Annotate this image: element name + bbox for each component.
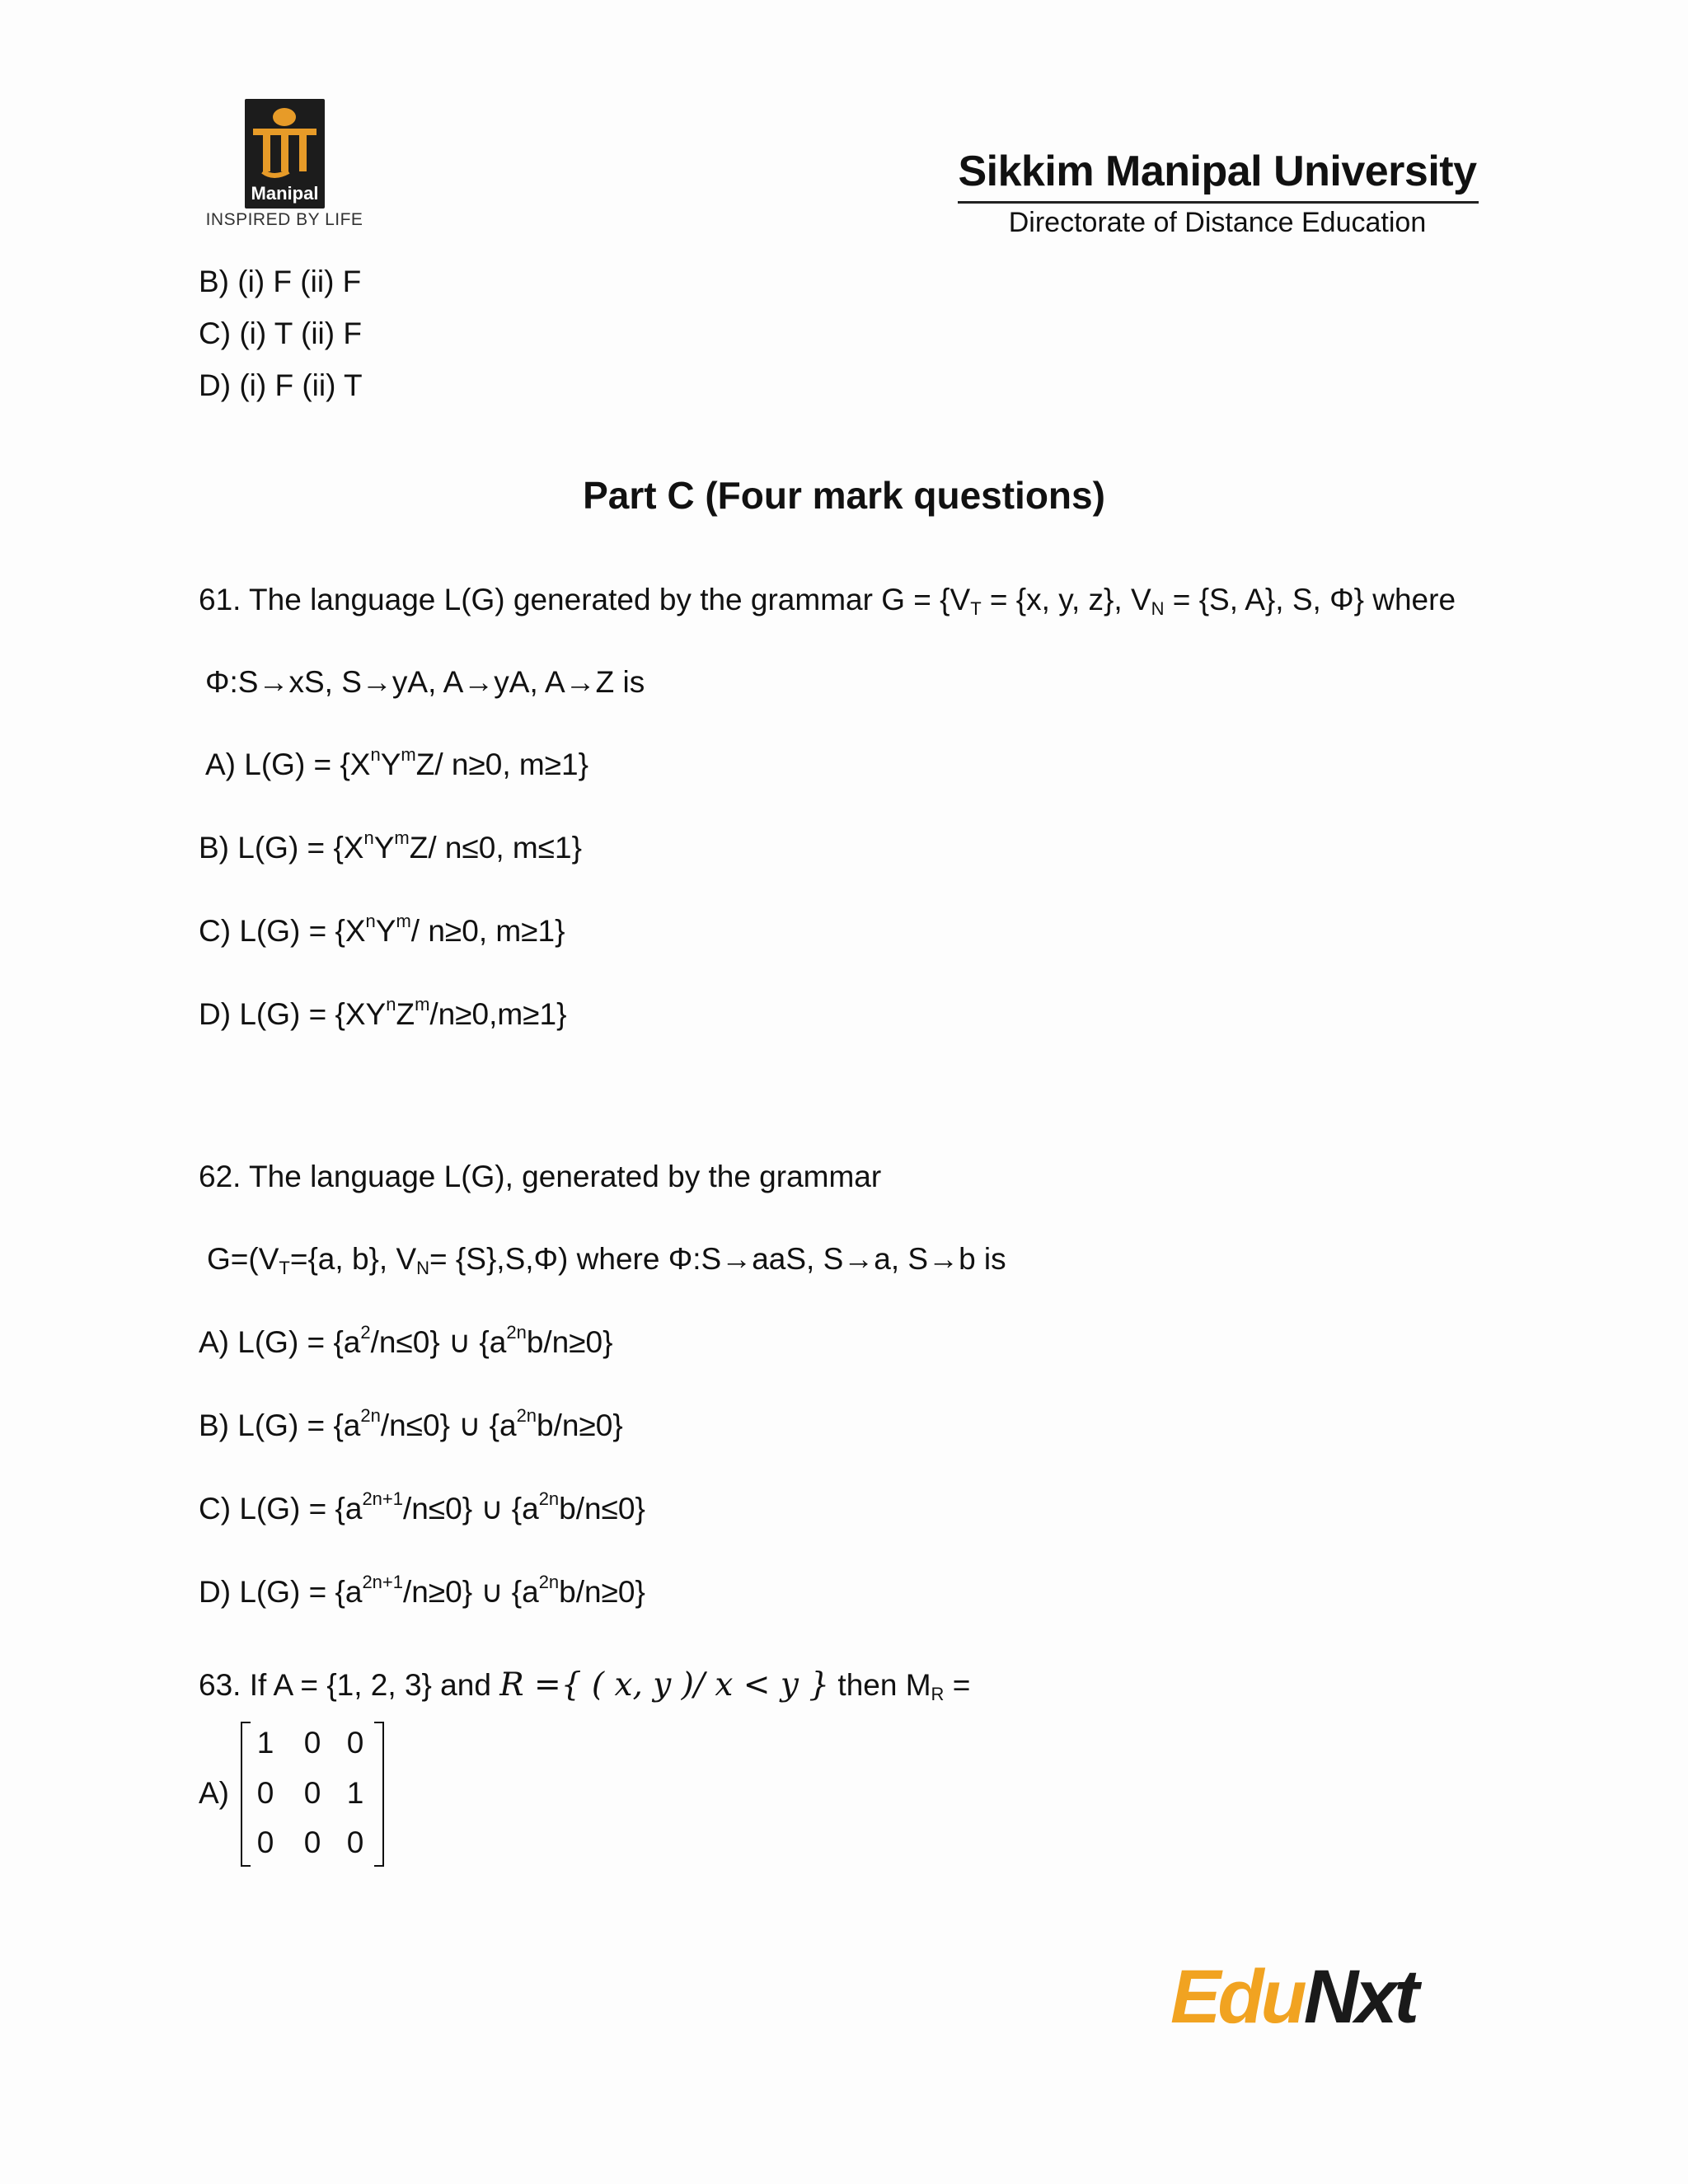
- q61-option-b: B) $L(G) = \{X^nY^mZ/$ n≤0, m≤1}: [199, 827, 582, 865]
- matrix-cell: 0: [346, 1825, 364, 1859]
- matrix-cell: 1: [256, 1726, 274, 1760]
- q62-option-d: D) $L(G) = \{a^{2n+1}/n\ge 0\}$ ∪ $\{a^{2n}b/n\ge 0\}$: [199, 1572, 645, 1609]
- q61-option-d: D) $L(G) = \{XY^nZ^m/n\ge 0,m\ge 1\}$: [199, 994, 567, 1031]
- logo-name: Manipal: [251, 183, 319, 204]
- q61-option-a: A) $L(G) = \{X^nY^mZ/$ n≥0, m≥1}: [205, 744, 588, 781]
- q63-option-a-label: A): [199, 1776, 229, 1810]
- q62-option-a: A) $L(G) = \{a^2/n\le 0\}$ ∪ $\{a^{2n}b/n\ge 0\}$: [199, 1322, 613, 1359]
- q63-option-a-matrix: [241, 1722, 384, 1865]
- q62-option-b: B) $L(G) = \{a^{2n}/n\le 0\}$ ∪ $\{a^{2n}b/n\ge 0\}$: [199, 1405, 623, 1442]
- prev-option-c: C) (i) T (ii) F: [199, 316, 362, 350]
- q62-stem: 62. The language L(G), generated by the grammar: [199, 1160, 882, 1193]
- q61-stem: 61. The language L(G) generated by the grammar $G = \{V_T = \{x$, y, z}, $V_N = \{S$, A}, S, Φ} where: [199, 583, 1456, 619]
- university-name: Sikkim Manipal University: [958, 148, 1477, 195]
- matrix-right-bracket: [374, 1722, 384, 1867]
- q63-relation: R ={ ( x, y )/ x < y }: [499, 1666, 830, 1704]
- matrix-cell: 0: [303, 1726, 321, 1760]
- logo-tagline: INSPIRED BY LIFE: [205, 210, 363, 229]
- q62-option-c: C) $L(G) = \{a^{2n+1}/n\le 0\}$ ∪ $\{a^{2n}b/n\le 0\}$: [199, 1488, 645, 1526]
- prev-option-d: D) (i) F (ii) T: [199, 368, 363, 402]
- directorate-name: Directorate of Distance Education: [1008, 207, 1427, 238]
- edunxt-logo: EduNxt: [1170, 1955, 1417, 2039]
- matrix-cell: 0: [346, 1726, 364, 1760]
- matrix-cell: 0: [256, 1776, 274, 1810]
- header-divider: [958, 201, 1479, 204]
- matrix-cell: 0: [256, 1825, 274, 1859]
- q61-option-c: C) $L(G) = \{X^nY^m/$ n≥0, m≥1}: [199, 911, 565, 948]
- matrix-cell: 0: [303, 1776, 321, 1810]
- matrix-cell: 1: [346, 1776, 364, 1810]
- q61-rules: Φ:S→xS, S→yA, A→yA, A→Z is: [205, 665, 645, 699]
- q62-grammar: $G=(V_T=\{a$, b}, $V_N= \{S\},S,\Phi$) where Φ:S→aaS, S→a, S→b is: [207, 1242, 1006, 1278]
- prev-option-b: B) (i) F (ii) F: [199, 265, 362, 298]
- q63-stem: 63. If A = {1, 2, 3} and R ={ ( x, y )/ x < y } then $M_R$ =: [199, 1666, 971, 1704]
- section-heading: Part C (Four mark questions): [583, 474, 1105, 517]
- matrix-cell: 0: [303, 1825, 321, 1859]
